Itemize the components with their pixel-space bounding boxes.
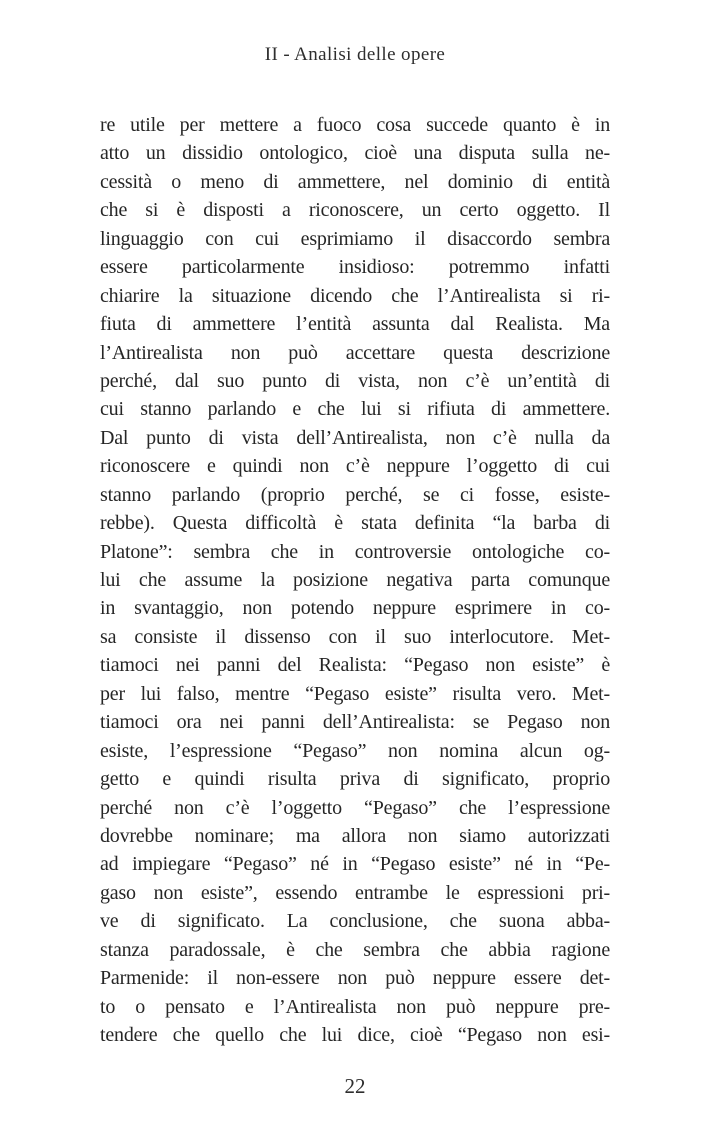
text-line: fiuta di ammettere l’entità assunta dal Realista. Ma — [100, 313, 610, 336]
text-line: per lui falso, mentre “Pegaso esiste” risulta vero. Met- — [100, 682, 610, 705]
text-line: dovrebbe nominare; ma allora non siamo autorizzati — [100, 824, 610, 847]
text-line: Dal punto di vista dell’Antirealista, non c’è nulla da — [100, 426, 610, 449]
text-line: in svantaggio, non potendo neppure esprimere in co- — [100, 597, 610, 620]
text-line: cui stanno parlando e che lui si rifiuta di ammettere. — [100, 398, 610, 421]
text-line: riconoscere e quindi non c’è neppure l’oggetto di cui — [100, 455, 610, 478]
text-line: essere particolarmente insidioso: potremmo infatti — [100, 256, 610, 279]
text-line: tendere che quello che lui dice, cioè “Pegaso non esi- — [100, 1024, 610, 1046]
text-line: tiamoci ora nei panni dell’Antirealista: se Pegaso non — [100, 711, 610, 734]
text-line: che si è disposti a riconoscere, un certo oggetto. Il — [100, 199, 610, 222]
text-line: tiamoci nei panni del Realista: “Pegaso non esiste” è — [100, 654, 610, 677]
text-line: Platone”: sembra che in controversie ontologiche co- — [100, 540, 610, 563]
text-line: getto e quindi risulta priva di significato, proprio — [100, 768, 610, 791]
text-line: l’Antirealista non può accettare questa descrizione — [100, 341, 610, 364]
text-line: cessità o meno di ammettere, nel dominio di entità — [100, 170, 610, 193]
text-line: perché, dal suo punto di vista, non c’è un’entità di — [100, 369, 610, 392]
text-line: ad impiegare “Pegaso” né in “Pegaso esiste” né in “Pe- — [100, 853, 610, 876]
text-line: Parmenide: il non-essere non può neppure essere det- — [100, 967, 610, 990]
body-text — [100, 111, 610, 1049]
text-line: gaso non esiste”, essendo entrambe le espressioni pri- — [100, 881, 610, 904]
text-line: lui che assume la posizione negativa parta comunque — [100, 569, 610, 591]
text-line: ve di significato. La conclusione, che suona abba- — [100, 910, 610, 933]
text-line: sa consiste il dissenso con il suo interlocutore. Met- — [100, 625, 610, 648]
text-line: stanno parlando (proprio perché, se ci fosse, esiste- — [100, 483, 610, 506]
text-line: chiarire la situazione dicendo che l’Antirealista si ri- — [100, 284, 610, 307]
text-line: stanza paradossale, è che sembra che abbia ragione — [100, 938, 610, 961]
text-line: linguaggio con cui esprimiamo il disaccordo sembra — [100, 227, 610, 250]
page-number: 22 — [344, 1074, 366, 1098]
text-line: rebbe). Questa difficoltà è stata definita “la barba di — [100, 512, 610, 535]
text-line: to o pensato e l’Antirealista non può neppure pre- — [100, 995, 610, 1018]
text-line: re utile per mettere a fuoco cosa succede quanto è in — [100, 114, 610, 136]
text-line: atto un dissidio ontologico, cioè una disputa sulla ne- — [100, 142, 610, 165]
text-line: perché non c’è l’oggetto “Pegaso” che l’espressione — [100, 796, 610, 819]
running-header: II - Analisi delle opere — [264, 44, 446, 65]
text-line: esiste, l’espressione “Pegaso” non nomina alcun og- — [100, 739, 610, 762]
